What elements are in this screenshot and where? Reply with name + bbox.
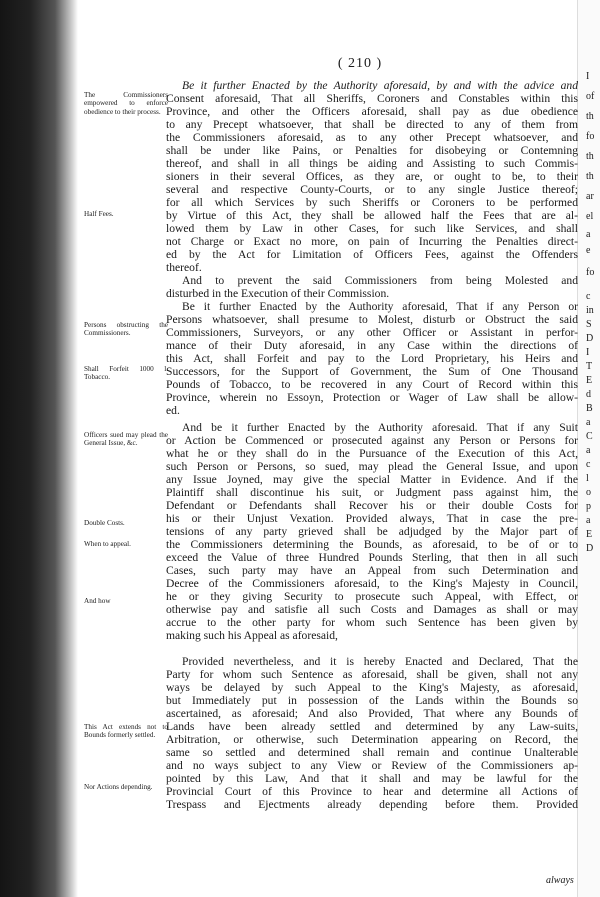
text-line: Pounds of Tobacco, to be recovered in any Court of Record within this bbox=[166, 378, 578, 391]
text-line: Trespass and Ejectments already depending before them. Provided bbox=[166, 798, 578, 811]
edge-letter: D bbox=[586, 543, 594, 554]
text-line: lowed them by Law in other Cases, for such like Services, and shall bbox=[166, 222, 578, 235]
binding-gutter-shadow bbox=[0, 0, 78, 897]
edge-letter: o bbox=[586, 487, 591, 498]
margin-note: And how bbox=[84, 597, 111, 605]
catchword: always bbox=[546, 875, 574, 886]
text-line: And to prevent the said Commissioners from being Molested and bbox=[182, 274, 578, 287]
edge-letter: p bbox=[586, 501, 591, 512]
text-line: accrue to the other party for whom such Sentence has been given by bbox=[166, 616, 578, 629]
text-line: he or they giving Security to prosecute such Appeal, with Effect, or bbox=[166, 590, 578, 603]
text-line: his or their Unjust Vexation. Provided always, That in case the pre- bbox=[166, 512, 578, 525]
text-line: Be it further Enacted by the Authority aforesaid, That if any Person or bbox=[182, 300, 578, 313]
text-line: but Immediately put in possession of the Lands within the Bounds so bbox=[166, 694, 578, 707]
text-line: the Commissioners determining the Bounds, as aforesaid, to be of or to bbox=[166, 538, 578, 551]
text-line: same so settled and determined shall remain and continue Unalterable bbox=[166, 746, 578, 759]
margin-note: Persons obstructing the Commissioners. bbox=[84, 321, 168, 338]
text-line: exceed the Value of three Hundred Pounds Sterling, that then in all such bbox=[166, 551, 578, 564]
edge-letter: ar bbox=[586, 191, 594, 202]
edge-letter: a bbox=[586, 445, 591, 456]
edge-letter: C bbox=[586, 431, 593, 442]
edge-letter: D bbox=[586, 333, 594, 344]
text-line: Successors, for the Support of Government, the Sum of One Thousand bbox=[166, 365, 578, 378]
text-line: Plaintiff shall discontinue his suit, or Judgment pass against him, the bbox=[166, 486, 578, 499]
edge-letter: c bbox=[586, 291, 591, 302]
text-line: And be it further Enacted by the Authority aforesaid. That if any Suit bbox=[182, 421, 578, 434]
text-line: the Commissioners aforesaid, as to any other Precept whatsoever, and bbox=[166, 131, 578, 144]
text-line: mance of their Duty aforesaid, in any Case within the directions of bbox=[166, 339, 578, 352]
margin-note: The Commissioners empowered to enforce obedience to their process. bbox=[84, 91, 168, 116]
text-line: Be it further Enacted by the Authority aforesaid, by and with the advice and bbox=[182, 79, 578, 92]
text-line: by Virtue of this Act, they shall be allowed half the Fees that are al- bbox=[166, 209, 578, 222]
text-line: ed by the Act for Limitation of Officers Fees, against the Offenders bbox=[166, 248, 578, 261]
text-line: Consent aforesaid, That all Sheriffs, Coroners and Constables within this bbox=[166, 92, 578, 105]
text-line: Persons whatsoever, shall presume to Molest, disturb or Obstruct the said bbox=[166, 313, 578, 326]
edge-letter: e bbox=[586, 245, 591, 256]
edge-letter: in bbox=[586, 305, 594, 316]
text-line: Province, wherein no Essoyn, Protection or Wager of Law shall be allow- bbox=[166, 391, 578, 404]
edge-letter: a bbox=[586, 515, 591, 526]
margin-note: Shall Forfeit 1000 l. Tobacco. bbox=[84, 365, 168, 382]
text-line: any Issue Joyned, may give the special Matter in Evidence. And if the bbox=[166, 473, 578, 486]
text-line: tensions of any party grieved shall be adjudged by the Major part of bbox=[166, 525, 578, 538]
text-line: ascertained, as aforesaid; And also Provided, That where any Bounds of bbox=[166, 707, 578, 720]
edge-letter: a bbox=[586, 417, 591, 428]
text-line: what he or they shall do in the Pursuance of the Execution of this Act, bbox=[166, 447, 578, 460]
edge-letter: th bbox=[586, 171, 594, 182]
edge-letter: fo bbox=[586, 131, 595, 142]
text-line: to any Precept whatsoever, that shall be directed to any of them from bbox=[166, 118, 578, 131]
edge-letter: l bbox=[586, 473, 589, 484]
text-line: Province, and other the Officers aforesaid, shall pay as due obedience bbox=[166, 105, 578, 118]
edge-letter: I bbox=[586, 71, 590, 82]
margin-note: Half Fees. bbox=[84, 210, 114, 218]
text-line: Provided nevertheless, and it is hereby Enacted and Declared, That the bbox=[182, 655, 578, 668]
text-line: Cases, such party may have an Appeal from such Determination and bbox=[166, 564, 578, 577]
margin-note: Double Costs. bbox=[84, 519, 125, 527]
edge-letter: fo bbox=[586, 267, 595, 278]
text-line: disturbed in the Execution of their Commission. bbox=[166, 287, 390, 300]
text-line: Decree of the Commissioners aforesaid, to the King's Majesty in Council, bbox=[166, 577, 578, 590]
edge-letter: a bbox=[586, 229, 591, 240]
text-line: Arbitration, or otherwise, such Determination appearing on Record, the bbox=[166, 733, 578, 746]
text-line: shall be under like Pains, or Penalties for disobeying or Contemning bbox=[166, 144, 578, 157]
text-line: sioners in their several Offices, as they are, or ought to be, to their bbox=[166, 170, 578, 183]
margin-note: Officers sued may plead the General Issue, &c. bbox=[84, 431, 168, 448]
text-line: Commissioners, Surveyors, or any other Officer or Assistant in perfor- bbox=[166, 326, 578, 339]
text-line: thereof. bbox=[166, 261, 202, 274]
edge-letter: th bbox=[586, 151, 594, 162]
margin-note: Nor Actions depending. bbox=[84, 783, 153, 791]
text-line: Provincial Court of this Province to hear and determine all Actions of bbox=[166, 785, 578, 798]
text-line: several and respective County-Courts, or to any single Justice thereof; bbox=[166, 183, 578, 196]
edge-letter: c bbox=[586, 459, 591, 470]
text-line: making such his Appeal as aforesaid, bbox=[166, 629, 338, 642]
edge-letter: el bbox=[586, 211, 594, 222]
text-line: Defendant or Defendants shall Recover his or their double Costs for bbox=[166, 499, 578, 512]
edge-letter: B bbox=[586, 403, 593, 414]
text-line: thereof, and shall in all things be aiding and Assisting to such Commis- bbox=[166, 157, 578, 170]
edge-letter: d bbox=[586, 389, 591, 400]
edge-letter: E bbox=[586, 375, 593, 386]
edge-letter: I bbox=[586, 347, 590, 358]
text-line: such Person or Persons, so sued, may plead the General Issue, and upon bbox=[166, 460, 578, 473]
edge-letter: T bbox=[586, 361, 593, 372]
text-line: for all which Services by such Sheriffs or Coroners to be performed bbox=[166, 196, 578, 209]
text-line: or Action be Commenced or prosecuted against any Person or Persons for bbox=[166, 434, 578, 447]
edge-letter: E bbox=[586, 529, 593, 540]
text-line: Lands have been already settled and determined by any Law-suits, bbox=[166, 720, 578, 733]
text-line: pointed by this Law, And that it shall and may be lawful for the bbox=[166, 772, 578, 785]
text-line: not Charge or Exact no more, on pain of Incurring the Penalties direct- bbox=[166, 235, 578, 248]
text-line: otherwise pay and satisfie all such Costs and Damages as shall or may bbox=[166, 603, 578, 616]
margin-note: When to appeal. bbox=[84, 540, 131, 548]
text-line: and no ways subject to any View or Review of the Commissioners ap- bbox=[166, 759, 578, 772]
text-line: this Act, shall Forfeit and pay to the Lord Proprietary, his Heirs and bbox=[166, 352, 578, 365]
page-number: ( 210 ) bbox=[337, 56, 383, 71]
margin-note: This Act extends not to Bounds formerly settled. bbox=[84, 723, 168, 740]
edge-letter: th bbox=[586, 111, 594, 122]
text-line: Party for whom such Sentence as aforesaid, shall be given, shall not any bbox=[166, 668, 578, 681]
edge-letter: S bbox=[586, 319, 592, 330]
text-line: ways be delayed by such Appeal to the King's Majesty, as aforesaid, bbox=[166, 681, 578, 694]
text-line: ed. bbox=[166, 404, 180, 417]
edge-letter: of bbox=[586, 91, 595, 102]
